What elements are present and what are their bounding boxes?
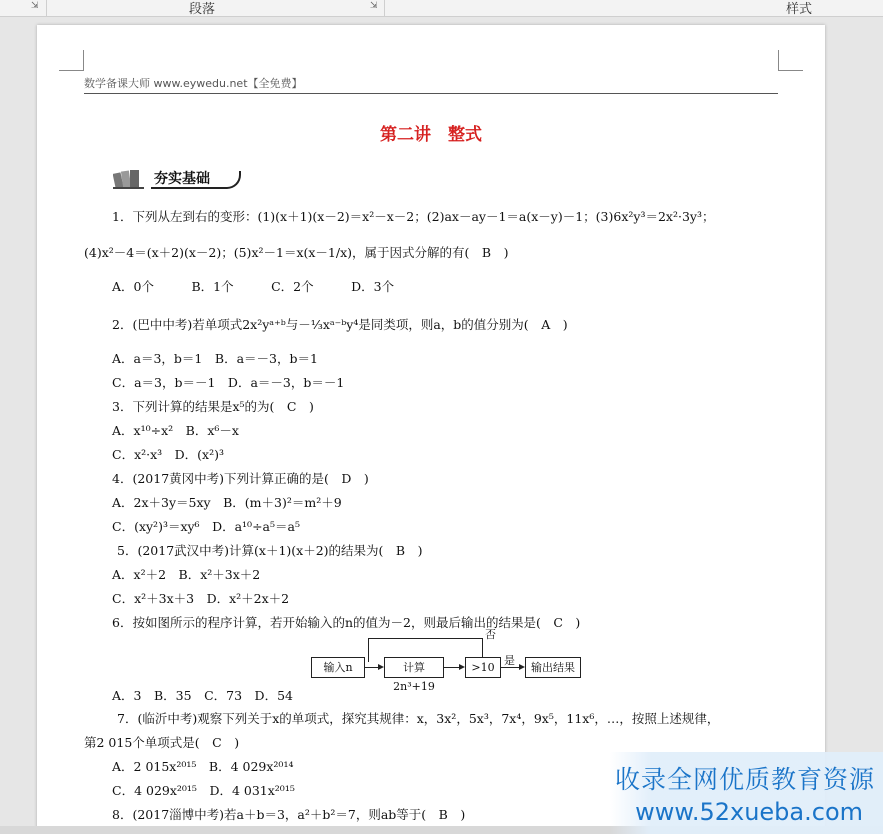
flowchart bbox=[307, 628, 587, 693]
question-line: C．(xy²)³＝xy⁶ D．a¹⁰÷a⁵＝a⁵ bbox=[112, 519, 300, 534]
flow-loop-line bbox=[482, 638, 483, 657]
flow-calc-box: 计算2n³+19 bbox=[384, 657, 444, 678]
question-line: A．0个 B．1个 C．2个 D．3个 bbox=[112, 279, 395, 294]
flow-arrowhead bbox=[378, 664, 384, 670]
flow-arrowhead bbox=[519, 664, 525, 670]
document-page[interactable] bbox=[37, 25, 825, 834]
section-heading bbox=[111, 163, 251, 193]
books-icon bbox=[113, 167, 145, 189]
watermark-line1: 收录全网优质教育资源 bbox=[614, 765, 875, 794]
question-line: 2．(巴中中考)若单项式2x²yᵃ⁺ᵇ与－⅓xᵃ⁻ᵇy⁴是同类项，则a，b的值分别为( A ) bbox=[112, 317, 568, 332]
flow-arrowhead bbox=[459, 664, 465, 670]
question-line: 6．按如图所示的程序计算，若开始输入的n的值为－2，则最后输出的结果是( C ) bbox=[112, 615, 581, 630]
header-text: 数学备课大师 www.eywedu.net【全免费】 bbox=[84, 77, 303, 90]
question-line: A．3 B．35 C．73 D．54 bbox=[112, 688, 293, 703]
watermark-line2: www.52xueba.com bbox=[635, 798, 863, 826]
ribbon-separator bbox=[384, 0, 385, 16]
question-line: C．x²＋3x＋3 D．x²＋2x＋2 bbox=[112, 591, 290, 606]
question-line: A．a＝3，b＝1 B．a＝－3，b＝1 bbox=[112, 351, 318, 366]
paragraph-launcher-icon[interactable]: ⇲ bbox=[370, 1, 378, 11]
flow-output-box: 输出结果 bbox=[525, 657, 581, 678]
flow-no-label: 否 bbox=[485, 628, 496, 641]
question-line: 4．(2017黄冈中考)下列计算正确的是( D ) bbox=[112, 471, 369, 486]
question-line: 7．(临沂中考)观察下列关于x的单项式，探究其规律：x，3x²，5x³，7x⁴，9x⁵，11x⁶，…，按照上述规律， bbox=[117, 711, 720, 726]
question-line: 3．下列计算的结果是x⁵的为( C ) bbox=[112, 399, 314, 414]
question-line: (4)x²－4＝(x＋2)(x－2)；(5)x²－1＝x(x－1/x)，属于因式分解的有( B ) bbox=[84, 245, 509, 260]
flow-input-box: 输入n bbox=[311, 657, 365, 678]
question-line: A．2x＋3y＝5xy B．(m＋3)²＝m²＋9 bbox=[112, 495, 342, 510]
page-header bbox=[84, 73, 778, 94]
question-line: C．a＝3，b＝－1 D．a＝－3，b＝－1 bbox=[112, 375, 345, 390]
question-line: A．x¹⁰÷x² B．x⁶－x bbox=[112, 423, 239, 438]
flow-loop-line bbox=[368, 638, 483, 639]
flow-cond-box: >10 bbox=[465, 657, 501, 678]
flow-loop-line bbox=[368, 638, 369, 662]
flow-yes-label: 是 bbox=[504, 654, 515, 667]
ribbon-group-styles: 样式 bbox=[786, 2, 813, 17]
ribbon bbox=[0, 0, 883, 17]
crop-mark-top-right bbox=[778, 50, 803, 71]
crop-mark-top-left bbox=[59, 50, 84, 71]
dialog-launcher-icon[interactable]: ⇲ bbox=[31, 1, 39, 11]
watermark bbox=[610, 752, 883, 834]
page-title: 第二讲 整式 bbox=[380, 125, 482, 145]
ribbon-group-paragraph: 段落 bbox=[189, 2, 216, 17]
question-line: 1．下列从左到右的变形：(1)(x＋1)(x－2)＝x²－x－2；(2)ax－ay－1＝a(x－y)－1；(3)6x²y³＝2x²·3y³； bbox=[112, 209, 715, 224]
question-line: C．x²·x³ D．(x²)³ bbox=[112, 447, 225, 462]
question-line: A．2 015x²⁰¹⁵ B．4 029x²⁰¹⁴ bbox=[112, 759, 294, 774]
ribbon-separator bbox=[46, 0, 47, 16]
question-line: 第2 015个单项式是( C ) bbox=[84, 735, 240, 750]
flow-arrow bbox=[364, 667, 378, 668]
section-label: 夯实基础 bbox=[154, 171, 210, 187]
question-line: 8．(2017淄博中考)若a＋b＝3，a²＋b²＝7，则ab等于( B ) bbox=[112, 807, 466, 822]
question-line: C．4 029x²⁰¹⁵ D．4 031x²⁰¹⁵ bbox=[112, 783, 295, 798]
question-line: A．x²＋2 B．x²＋3x＋2 bbox=[112, 567, 261, 582]
question-line: 5．(2017武汉中考)计算(x＋1)(x＋2)的结果为( B ) bbox=[117, 543, 423, 558]
flow-arrow bbox=[443, 667, 459, 668]
